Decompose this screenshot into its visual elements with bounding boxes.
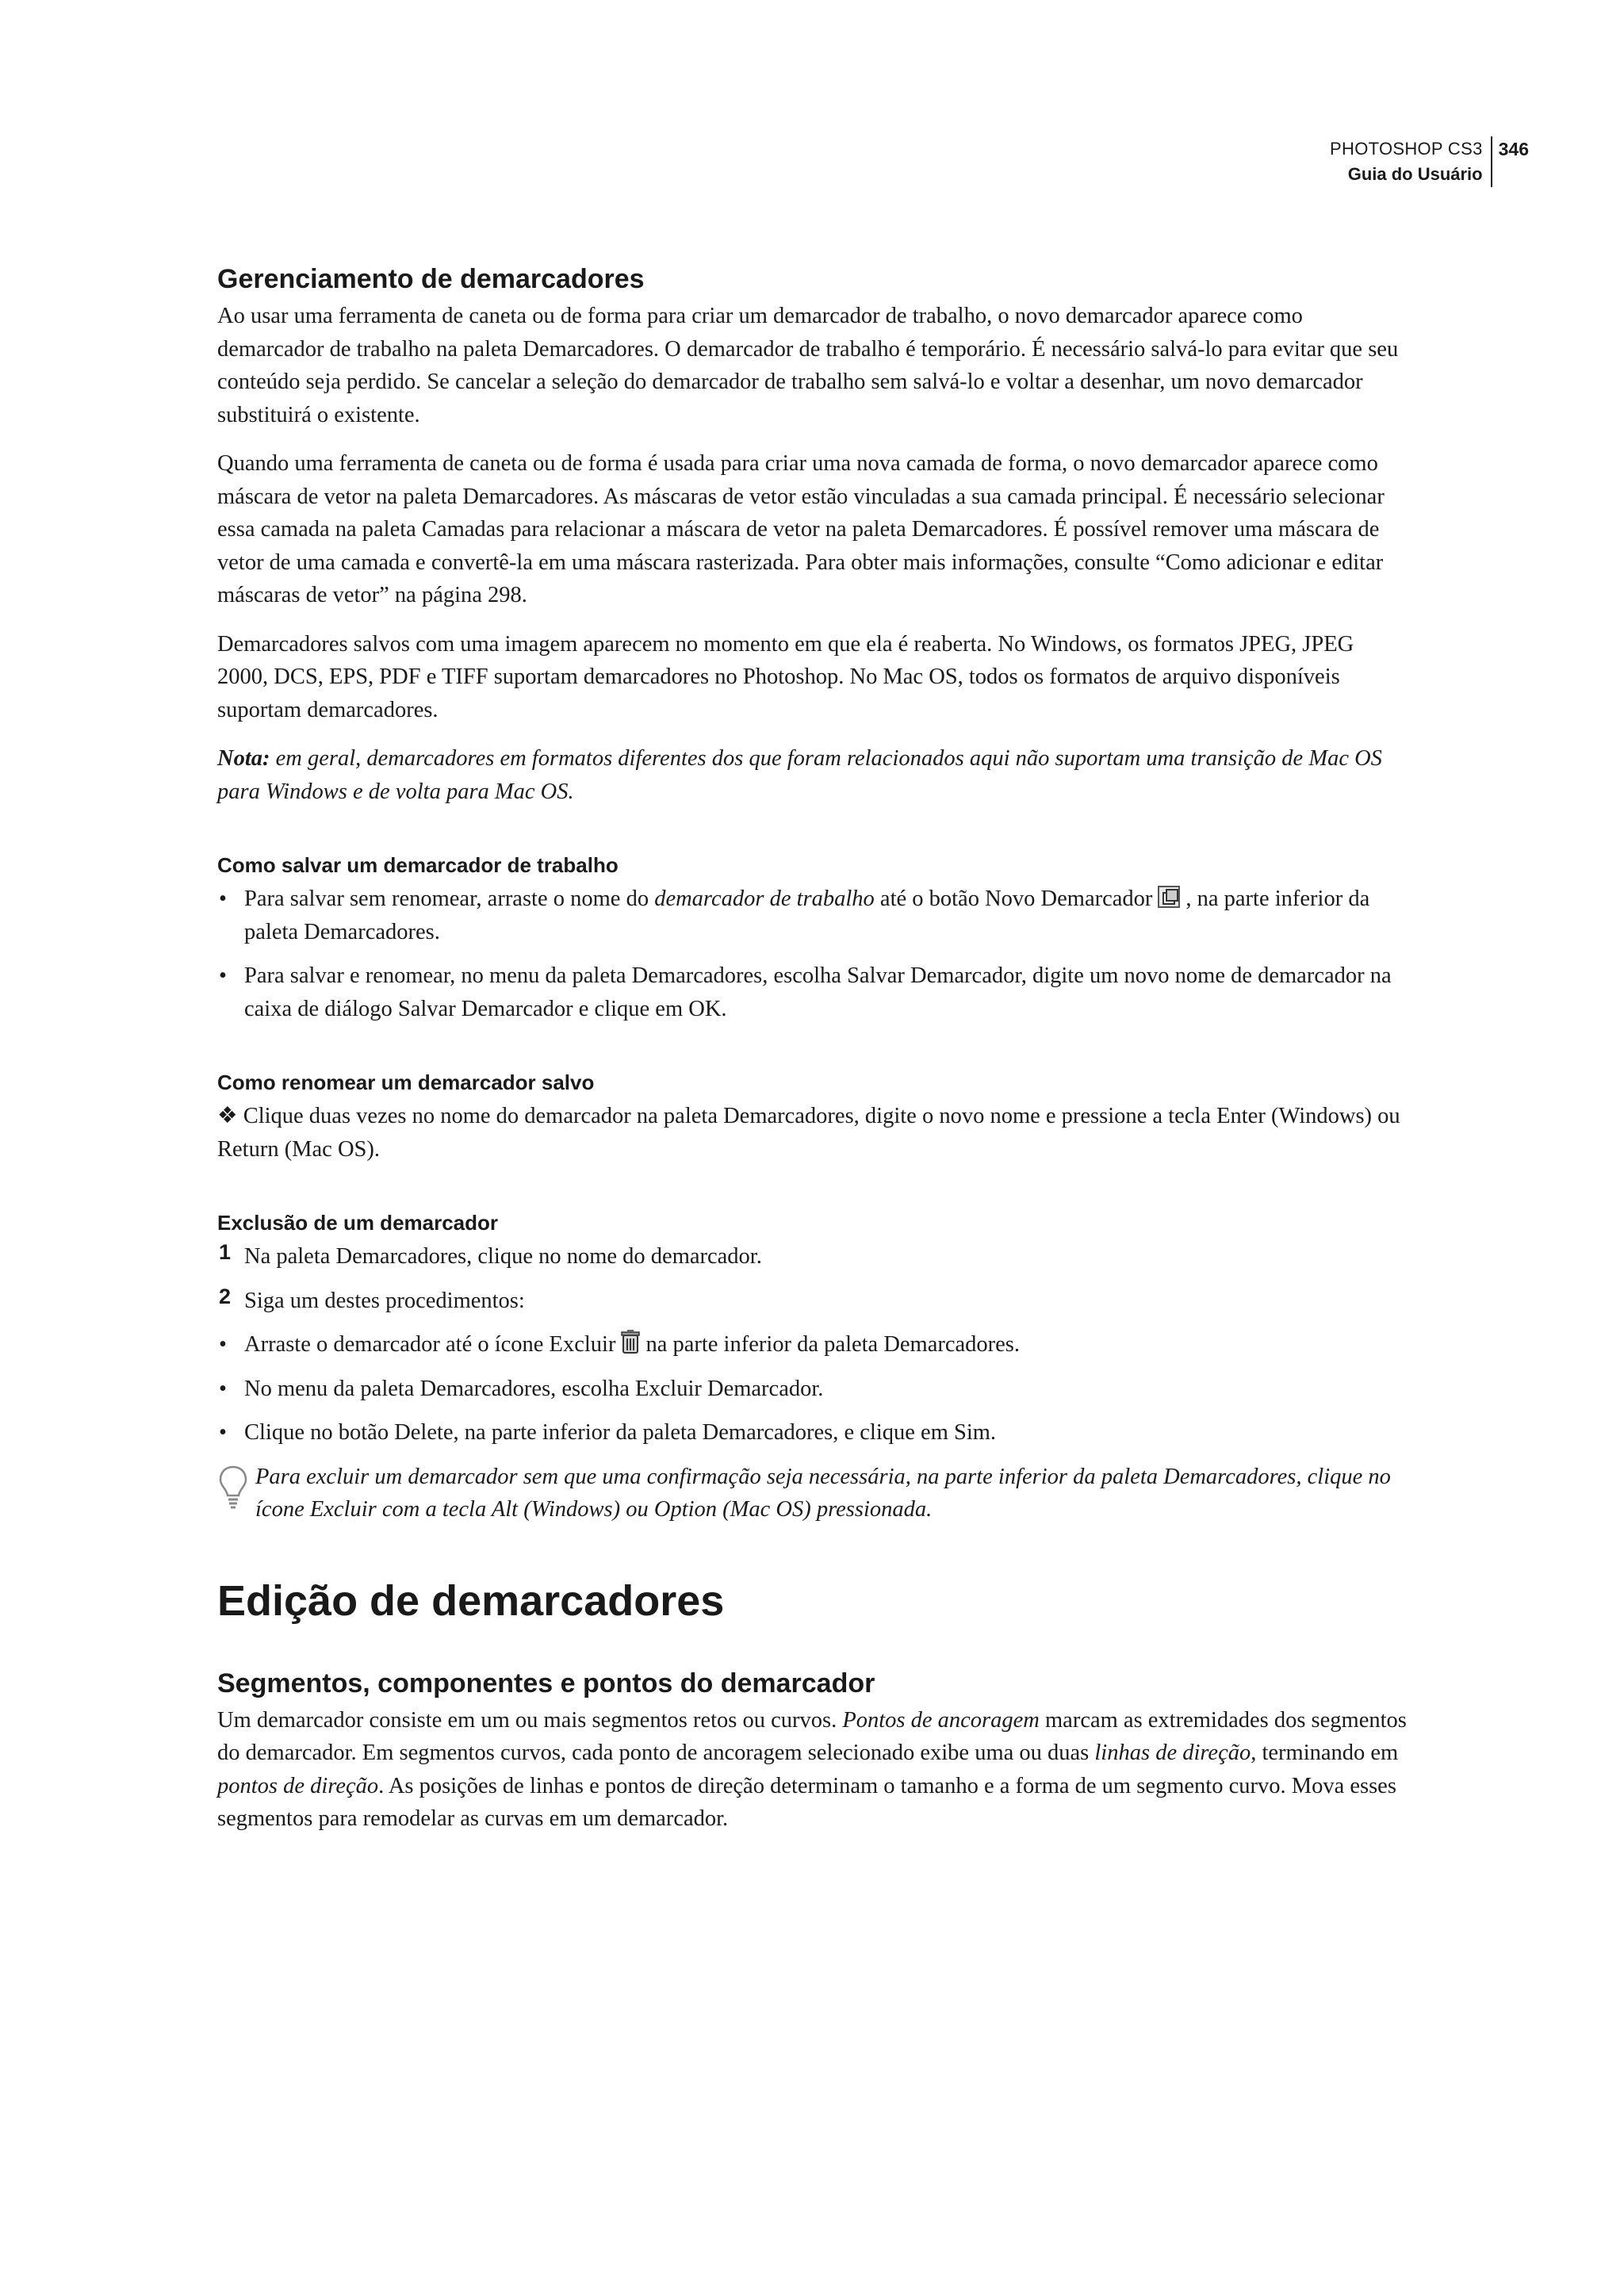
header-product: PHOTOSHOP CS3: [1330, 139, 1483, 159]
trash-icon: [620, 1329, 641, 1354]
text-run: na parte inferior da paleta Demarcadores.: [645, 1332, 1021, 1357]
page-content: [217, 262, 1407, 1852]
list-item: [217, 959, 1407, 1025]
tip: [217, 1461, 1407, 1526]
text-run: Para salvar sem renomear, arraste o nome do: [244, 887, 655, 911]
list-item: [217, 1328, 1407, 1361]
paragraph: Demarcadores salvos com uma imagem aparecem no momento em que ela é reaberta. No Windows, os formatos JPEG, JPEG 2000, DCS, EPS, PDF e TIFF suportam demarcadores no Photoshop. No Mac OS, todos os formatos de arquivo disponíveis suportam demarcadores.: [217, 631, 1354, 722]
text-run: Um demarcador consiste em um ou mais segmentos retos ou curvos.: [217, 1707, 843, 1733]
task-heading-delete: Exclusão de um demarcador: [217, 1211, 499, 1235]
task-heading-rename: Como renomear um demarcador salvo: [217, 1070, 595, 1094]
section-title-segments: Segmentos, componentes e pontos do demarcador: [217, 1668, 875, 1698]
text-run: , terminando em: [1251, 1741, 1399, 1765]
step-number: 2: [219, 1284, 232, 1308]
delete-bullets: [217, 1328, 1407, 1450]
text-run: Clique no botão Delete, na parte inferior da paleta Demarcadores, e clique em Sim.: [244, 1420, 997, 1445]
bullet: •: [219, 887, 227, 911]
chapter-title: Edição de demarcadores: [217, 1576, 725, 1625]
paragraph: Quando uma ferramenta de caneta ou de forma é usada para criar uma nova camada de forma, o novo demarcador aparece como máscara de vetor na paleta Demarcadores. As máscaras de vetor estão vinculadas a sua camada principal. É necessário selecionar essa camada na paleta Camadas para relacionar a máscara de vetor na paleta Demarcadores. É possível remover uma máscara de vetor de uma camada e convertê-la em uma máscara rasterizada. Para obter mais informações, consulte “Como adicionar e editar máscaras de vetor” na página 298.: [217, 451, 1385, 607]
save-bullets: [217, 883, 1407, 1025]
emphasis: linhas de direção: [1094, 1741, 1251, 1765]
text-run: até o botão Novo Demarcador: [874, 887, 1153, 911]
section-title-management: Gerenciamento de demarcadores: [217, 264, 645, 294]
text-run: Para salvar e renomear, no menu da paleta Demarcadores, escolha Salvar Demarcador, digite um novo nome de demarcador na caixa de diálogo Salvar Demarcador e clique em OK.: [244, 963, 1392, 1021]
note: [217, 742, 1407, 808]
lightbulb-icon: [217, 1464, 249, 1511]
new-path-icon: [1157, 885, 1181, 909]
text-run: Clique duas vezes no nome do demarcador na paleta Demarcadores, digite o novo nome e pressione a tecla Enter (Windows) ou Return (Mac OS).: [217, 1104, 1400, 1162]
text-run: No menu da paleta Demarcadores, escolha Excluir Demarcador.: [244, 1376, 824, 1401]
diamond-marker: ❖: [217, 1104, 238, 1128]
step-text: Siga um destes procedimentos:: [244, 1288, 525, 1313]
page-number: 346: [1498, 139, 1529, 159]
text-run: Arraste o demarcador até o ícone Excluir: [244, 1332, 616, 1357]
step-number: 1: [219, 1240, 232, 1264]
paragraph: [217, 1704, 1407, 1836]
bullet: •: [219, 1420, 227, 1445]
step-item: [217, 1285, 1407, 1318]
emphasis: demarcador de trabalho: [654, 887, 875, 911]
bullet: •: [219, 1332, 227, 1357]
paragraph: [217, 1100, 1407, 1166]
note-text: em geral, demarcadores em formatos diferentes dos que foram relacionados aqui não suportam uma transição de Mac OS para Windows e de volta para Mac OS.: [217, 746, 1382, 804]
list-item: [217, 883, 1407, 948]
header-guide: Guia do Usuário: [1347, 164, 1483, 184]
emphasis: Pontos de ancoragem: [842, 1707, 1040, 1733]
bullet: •: [219, 963, 227, 988]
task-heading-save: Como salvar um demarcador de trabalho: [217, 853, 619, 877]
bullet: •: [219, 1376, 227, 1401]
header-text: [1330, 136, 1491, 187]
text-run: . As posições de linhas e pontos de direção determinam o tamanho e a forma de um segmento curvo. Mova esses segmentos para remodelar as curvas em um demarcador.: [217, 1773, 1396, 1831]
emphasis: pontos de direção: [217, 1773, 379, 1798]
step-text: Na paleta Demarcadores, clique no nome do demarcador.: [244, 1244, 762, 1269]
tip-text: Para excluir um demarcador sem que uma confirmação seja necessária, na parte inferior da paleta Demarcadores, clique no ícone Excluir com a tecla Alt (Windows) ou Option (Mac OS) pressionada.: [255, 1464, 1391, 1522]
step-item: [217, 1240, 1407, 1273]
list-item: [217, 1416, 1407, 1450]
note-label: Nota:: [217, 746, 270, 771]
list-item: [217, 1373, 1407, 1406]
paragraph: Ao usar uma ferramenta de caneta ou de forma para criar um demarcador de trabalho, o novo demarcador aparece como demarcador de trabalho na paleta Demarcadores. O demarcador de trabalho é temporário. É necessário salvá-lo para evitar que seu conteúdo seja perdido. Se cancelar a seleção do demarcador de trabalho sem salvá-lo e voltar a desenhar, um novo demarcador substituirá o existente.: [217, 304, 1399, 427]
text-run: , na parte inferior da paleta Demarcadores.: [244, 887, 1370, 944]
page-header: [1330, 136, 1529, 187]
text-run: marcam as extremidades dos segmentos do demarcador. Em segmentos curvos, cada ponto de ancoragem selecionado exibe uma ou duas: [217, 1707, 1407, 1765]
